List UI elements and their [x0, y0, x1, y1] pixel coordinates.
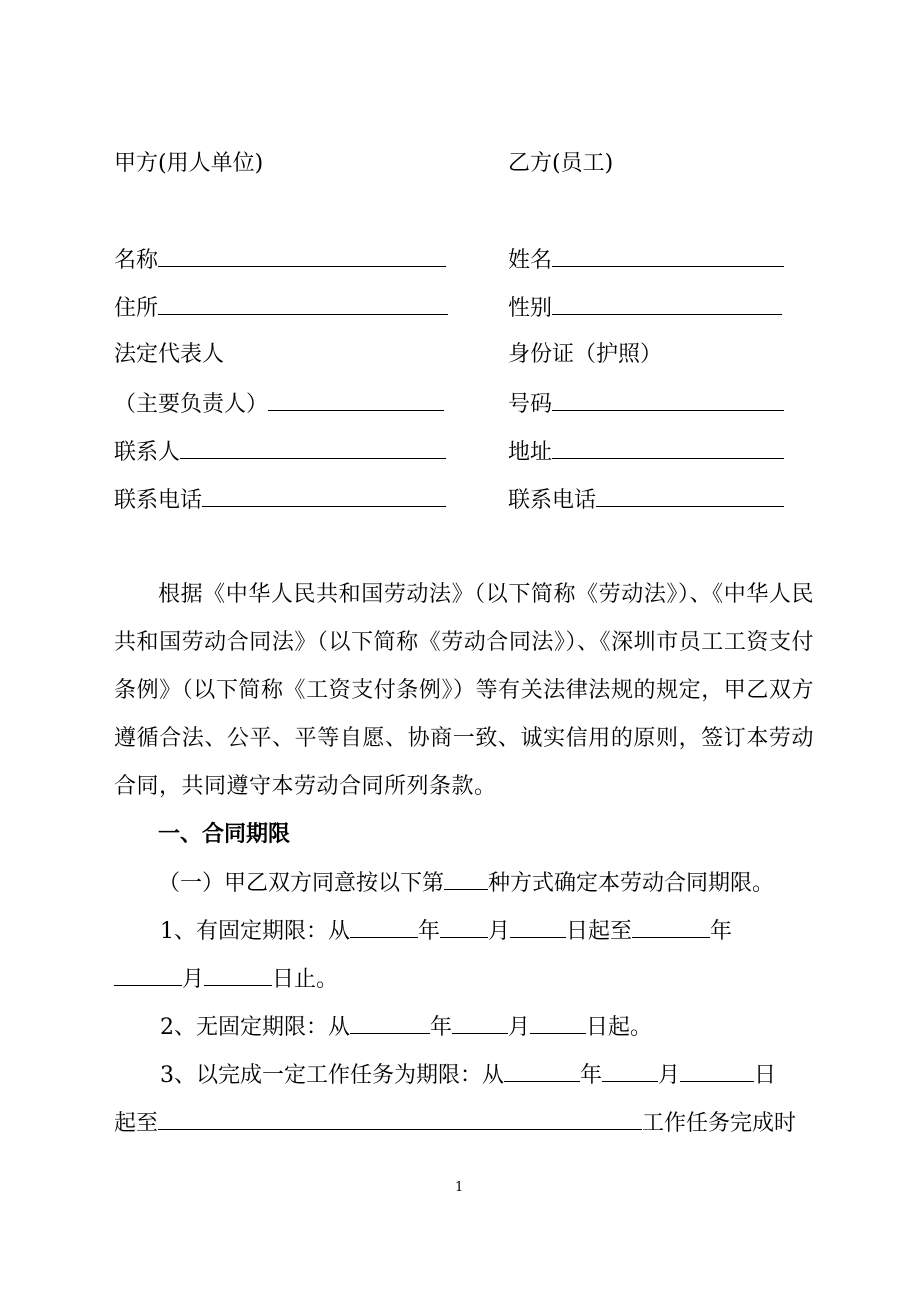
unit-year: 年 [580, 1063, 603, 1088]
phone-blank[interactable] [596, 486, 784, 507]
contact-blank[interactable] [180, 438, 446, 459]
clause-a [158, 869, 774, 897]
unit-year: 年 [430, 1015, 453, 1040]
task-description-blank[interactable] [158, 1109, 642, 1130]
end-month-blank[interactable] [114, 965, 182, 986]
party-a-principal-row [114, 390, 444, 418]
page-number: 1 [455, 1180, 464, 1195]
unit-year: 年 [710, 919, 733, 944]
option-2 [160, 1013, 652, 1041]
method-number-blank[interactable] [444, 869, 488, 890]
party-a-heading: 甲方(用人单位) [114, 151, 264, 176]
from-to-text: 日起至 [566, 919, 633, 944]
unit-month: 月 [508, 1015, 531, 1040]
field-label: （主要负责人） [114, 392, 269, 417]
preamble-paragraph: 根据《中华人民共和国劳动法》（以下简称《劳动法》）、《中华人民共和国劳动合同法》（以下简称《劳动合同法》）、《深圳市员工工资支付条例》（以下简称《工资支付条例》）等有关法律法规的规定，甲乙双方遵循合法、公平、平等自愿、协商一致、诚实信用的原则，签订本劳动合同，共同遵守本劳动合同所列条款。 [114, 582, 814, 799]
option-label: 3、以完成一定工作任务为期限：从 [160, 1063, 504, 1088]
start-month-blank[interactable] [440, 917, 488, 938]
unit-month: 月 [658, 1063, 681, 1088]
until-end-text: 日止。 [272, 967, 339, 992]
party-a-phone-row [114, 486, 446, 514]
option-1-line-2 [114, 965, 338, 993]
party-a-legal-rep-label: 法定代表人 [114, 342, 225, 367]
address-blank[interactable] [158, 294, 448, 315]
end-day-blank[interactable] [204, 965, 272, 986]
party-b-gender-row [508, 294, 782, 322]
start-year-blank[interactable] [350, 1013, 430, 1034]
party-a-name-row [114, 246, 446, 274]
option-label: 1、有固定期限：从 [160, 919, 350, 944]
start-day-blank[interactable] [680, 1061, 754, 1082]
option-3-line-1 [160, 1061, 776, 1089]
unit-year: 年 [418, 919, 441, 944]
start-day-blank[interactable] [510, 917, 566, 938]
party-a-contact-row [114, 438, 446, 466]
field-label: 联系人 [114, 440, 181, 465]
clause-a-text: （一）甲乙双方同意按以下第 [158, 871, 445, 896]
start-month-blank[interactable] [452, 1013, 508, 1034]
phone-blank[interactable] [202, 486, 446, 507]
option-3-line-2 [114, 1109, 796, 1137]
option-1-line-1 [160, 917, 732, 945]
principal-blank[interactable] [268, 390, 444, 411]
field-label: 名称 [114, 248, 159, 273]
clause-a-text-end: 种方式确定本劳动合同期限。 [488, 871, 775, 896]
party-b-name-row [508, 246, 784, 274]
start-year-blank[interactable] [504, 1061, 580, 1082]
field-label: 联系电话 [508, 488, 597, 513]
unit-month: 月 [182, 967, 205, 992]
field-label: 地址 [508, 440, 553, 465]
party-b-id-label: 身份证（护照） [508, 342, 663, 367]
name-blank[interactable] [158, 246, 446, 267]
party-b-address-row [508, 438, 784, 466]
option-label: 2、无固定期限：从 [160, 1015, 350, 1040]
party-b-heading: 乙方(员工) [508, 151, 614, 176]
start-to-text: 起至 [114, 1111, 159, 1136]
address-blank[interactable] [552, 438, 784, 459]
field-label: 住所 [114, 296, 159, 321]
name-blank[interactable] [552, 246, 784, 267]
party-b-id-number-row [508, 390, 784, 418]
start-month-blank[interactable] [602, 1061, 658, 1082]
task-complete-text: 工作任务完成时 [642, 1111, 797, 1136]
start-day-blank[interactable] [530, 1013, 586, 1034]
field-label: 性别 [508, 296, 553, 321]
start-end-text: 日起。 [586, 1015, 653, 1040]
party-b-phone-row [508, 486, 784, 514]
party-a-address-row [114, 294, 448, 322]
field-label: 姓名 [508, 248, 553, 273]
unit-month: 月 [488, 919, 511, 944]
id-number-blank[interactable] [552, 390, 784, 411]
gender-blank[interactable] [552, 294, 782, 315]
end-year-blank[interactable] [632, 917, 710, 938]
field-label: 联系电话 [114, 488, 203, 513]
field-label: 号码 [508, 392, 553, 417]
unit-day: 日 [754, 1063, 777, 1088]
section-title: 一、合同期限 [158, 821, 291, 847]
start-year-blank[interactable] [350, 917, 418, 938]
